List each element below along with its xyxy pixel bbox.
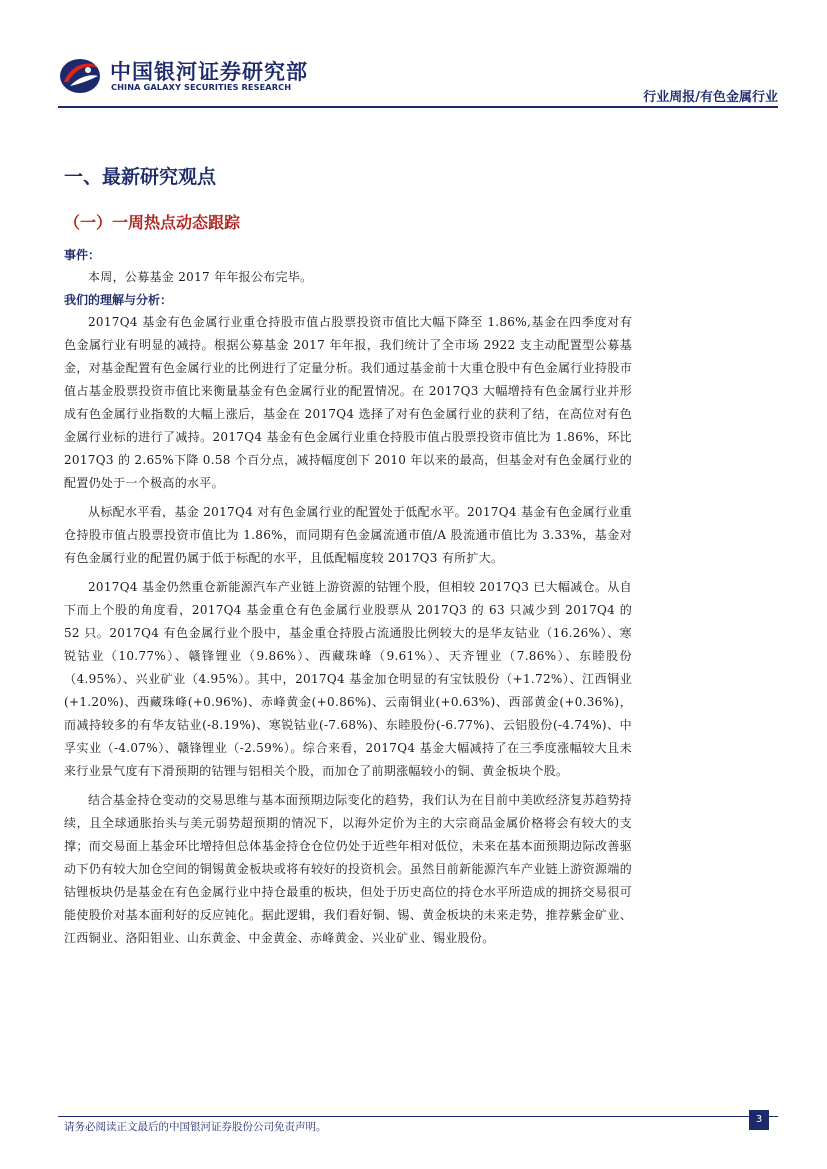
subsection-title: （一）一周热点动态跟踪 (64, 213, 241, 232)
main-content (64, 244, 632, 950)
section-title: 一、最新研究观点 (64, 166, 217, 188)
analysis-label: 我们的理解与分析： (64, 293, 173, 307)
page-header (58, 52, 778, 106)
analysis-paragraph: 从标配水平看，基金 2017Q4 对有色金属行业的配置处于低配水平。2017Q4 基金有色金属行业重仓持股市值占股票投资市值比为 1.86%，而同期有色金属流通市值/A 股流通市值比为 3.33%，基金对有色金属行业的配置仍属于低于标配的水平，且低配幅度较 2017Q3 有所扩大。 (64, 505, 632, 565)
page-number: 3 (749, 1110, 769, 1130)
footer-disclaimer: 请务必阅读正文最后的中国银河证券股份公司免责声明。 (64, 1121, 327, 1133)
event-label: 事件： (64, 248, 101, 262)
header-divider (58, 106, 778, 108)
galaxy-logo-icon (58, 56, 102, 96)
footer-divider (58, 1116, 778, 1117)
company-name-cn: 中国银河证券研究部 (110, 60, 308, 84)
analysis-paragraph: 2017Q4 基金仍然重仓新能源汽车产业链上游资源的钴锂个股，但相较 2017Q3 已大幅减仓。从自下而上个股的角度看，2017Q4 基金重仓有色金属行业股票从 2017Q3 的 63 只减少到 2017Q4 的 52 只。2017Q4 有色金属行业个股中，基金重仓持股占流通股比例较大的是华友钴业（16.26%）、寒锐钴业（10.77%）、赣锋锂业（9.86%）、西藏珠峰（9.61%）、天齐锂业（7.86%）、东睦股份（4.95%）、兴业矿业（4.95%）。其中，2017Q4 基金加仓明显的有宝钛股份（+1.72%）、江西铜业(+1.20%)、西藏珠峰(+0.96%)、赤峰黄金(+0.86%)、云南铜业(+0.63%)、西部黄金(+0.36%)，而减持较多的有华友钴业(-8.19%)、寒锐钴业(-7.68%)、东睦股份(-6.77%)、云铝股份(-4.74%)、中孚实业（-4.07%）、赣锋锂业（-2.59%）。综合来看，2017Q4 基金大幅减持了在三季度涨幅较大且未来行业景气度有下滑预期的钴锂与铝相关个股，而加仓了前期涨幅较小的铜、黄金板块个股。 (64, 580, 632, 778)
report-type: 行业周报/有色金属行业 (643, 90, 778, 105)
analysis-paragraph: 2017Q4 基金有色金属行业重仓持股市值占股票投资市值比大幅下降至 1.86%,基金在四季度对有色金属行业有明显的减持。根据公募基金 2017 年年报，我们统计了全市场 2922 支主动配置型公募基金，对基金配置有色金属行业的比例进行了定量分析。我们通过基金前十大重仓股中有色金属行业持股市值占基金股票投资市值比来衡量基金有色金属行业的配置情况。在 2017Q3 大幅增持有色金属行业并形成有色金属行业指数的大幅上涨后，基金在 2017Q4 选择了对有色金属行业的获利了结，在高位对有色金属行业标的进行了减持。2017Q4 基金有色金属行业重仓持股市值占股票投资市值比为 1.86%，环比 2017Q3 的 2.65%下降 0.58 个百分点，减持幅度创下 2010 年以来的最高，但基金对有色金属行业的配置仍处于一个极高的水平。 (64, 315, 633, 490)
event-text: 本周，公募基金 2017 年年报公布完毕。 (88, 270, 313, 284)
analysis-paragraph: 结合基金持仓变动的交易思维与基本面预期边际变化的趋势，我们认为在目前中美欧经济复苏趋势持续，且全球通胀抬头与美元弱势超预期的情况下，以海外定价为主的大宗商品金属价格将会有较大的支撑；而交易面上基金环比增持但总体基金持仓仓位仍处于近些年相对低位，未来在基本面预期边际改善驱动下仍有较大加仓空间的铜锡黄金板块或将有较好的投资机会。虽然目前新能源汽车产业链上游资源端的钴锂板块仍是基金在有色金属行业中持仓最重的板块，但处于历史高位的持仓水平所造成的拥挤交易很可能使股价对基本面利好的反应钝化。据此逻辑，我们看好铜、锡、黄金板块的未来走势，推荐紫金矿业、江西铜业、洛阳钼业、山东黄金、中金黄金、赤峰黄金、兴业矿业、锡业股份。 (64, 793, 632, 945)
company-name-en: CHINA GALAXY SECURITIES RESEARCH (111, 82, 292, 92)
